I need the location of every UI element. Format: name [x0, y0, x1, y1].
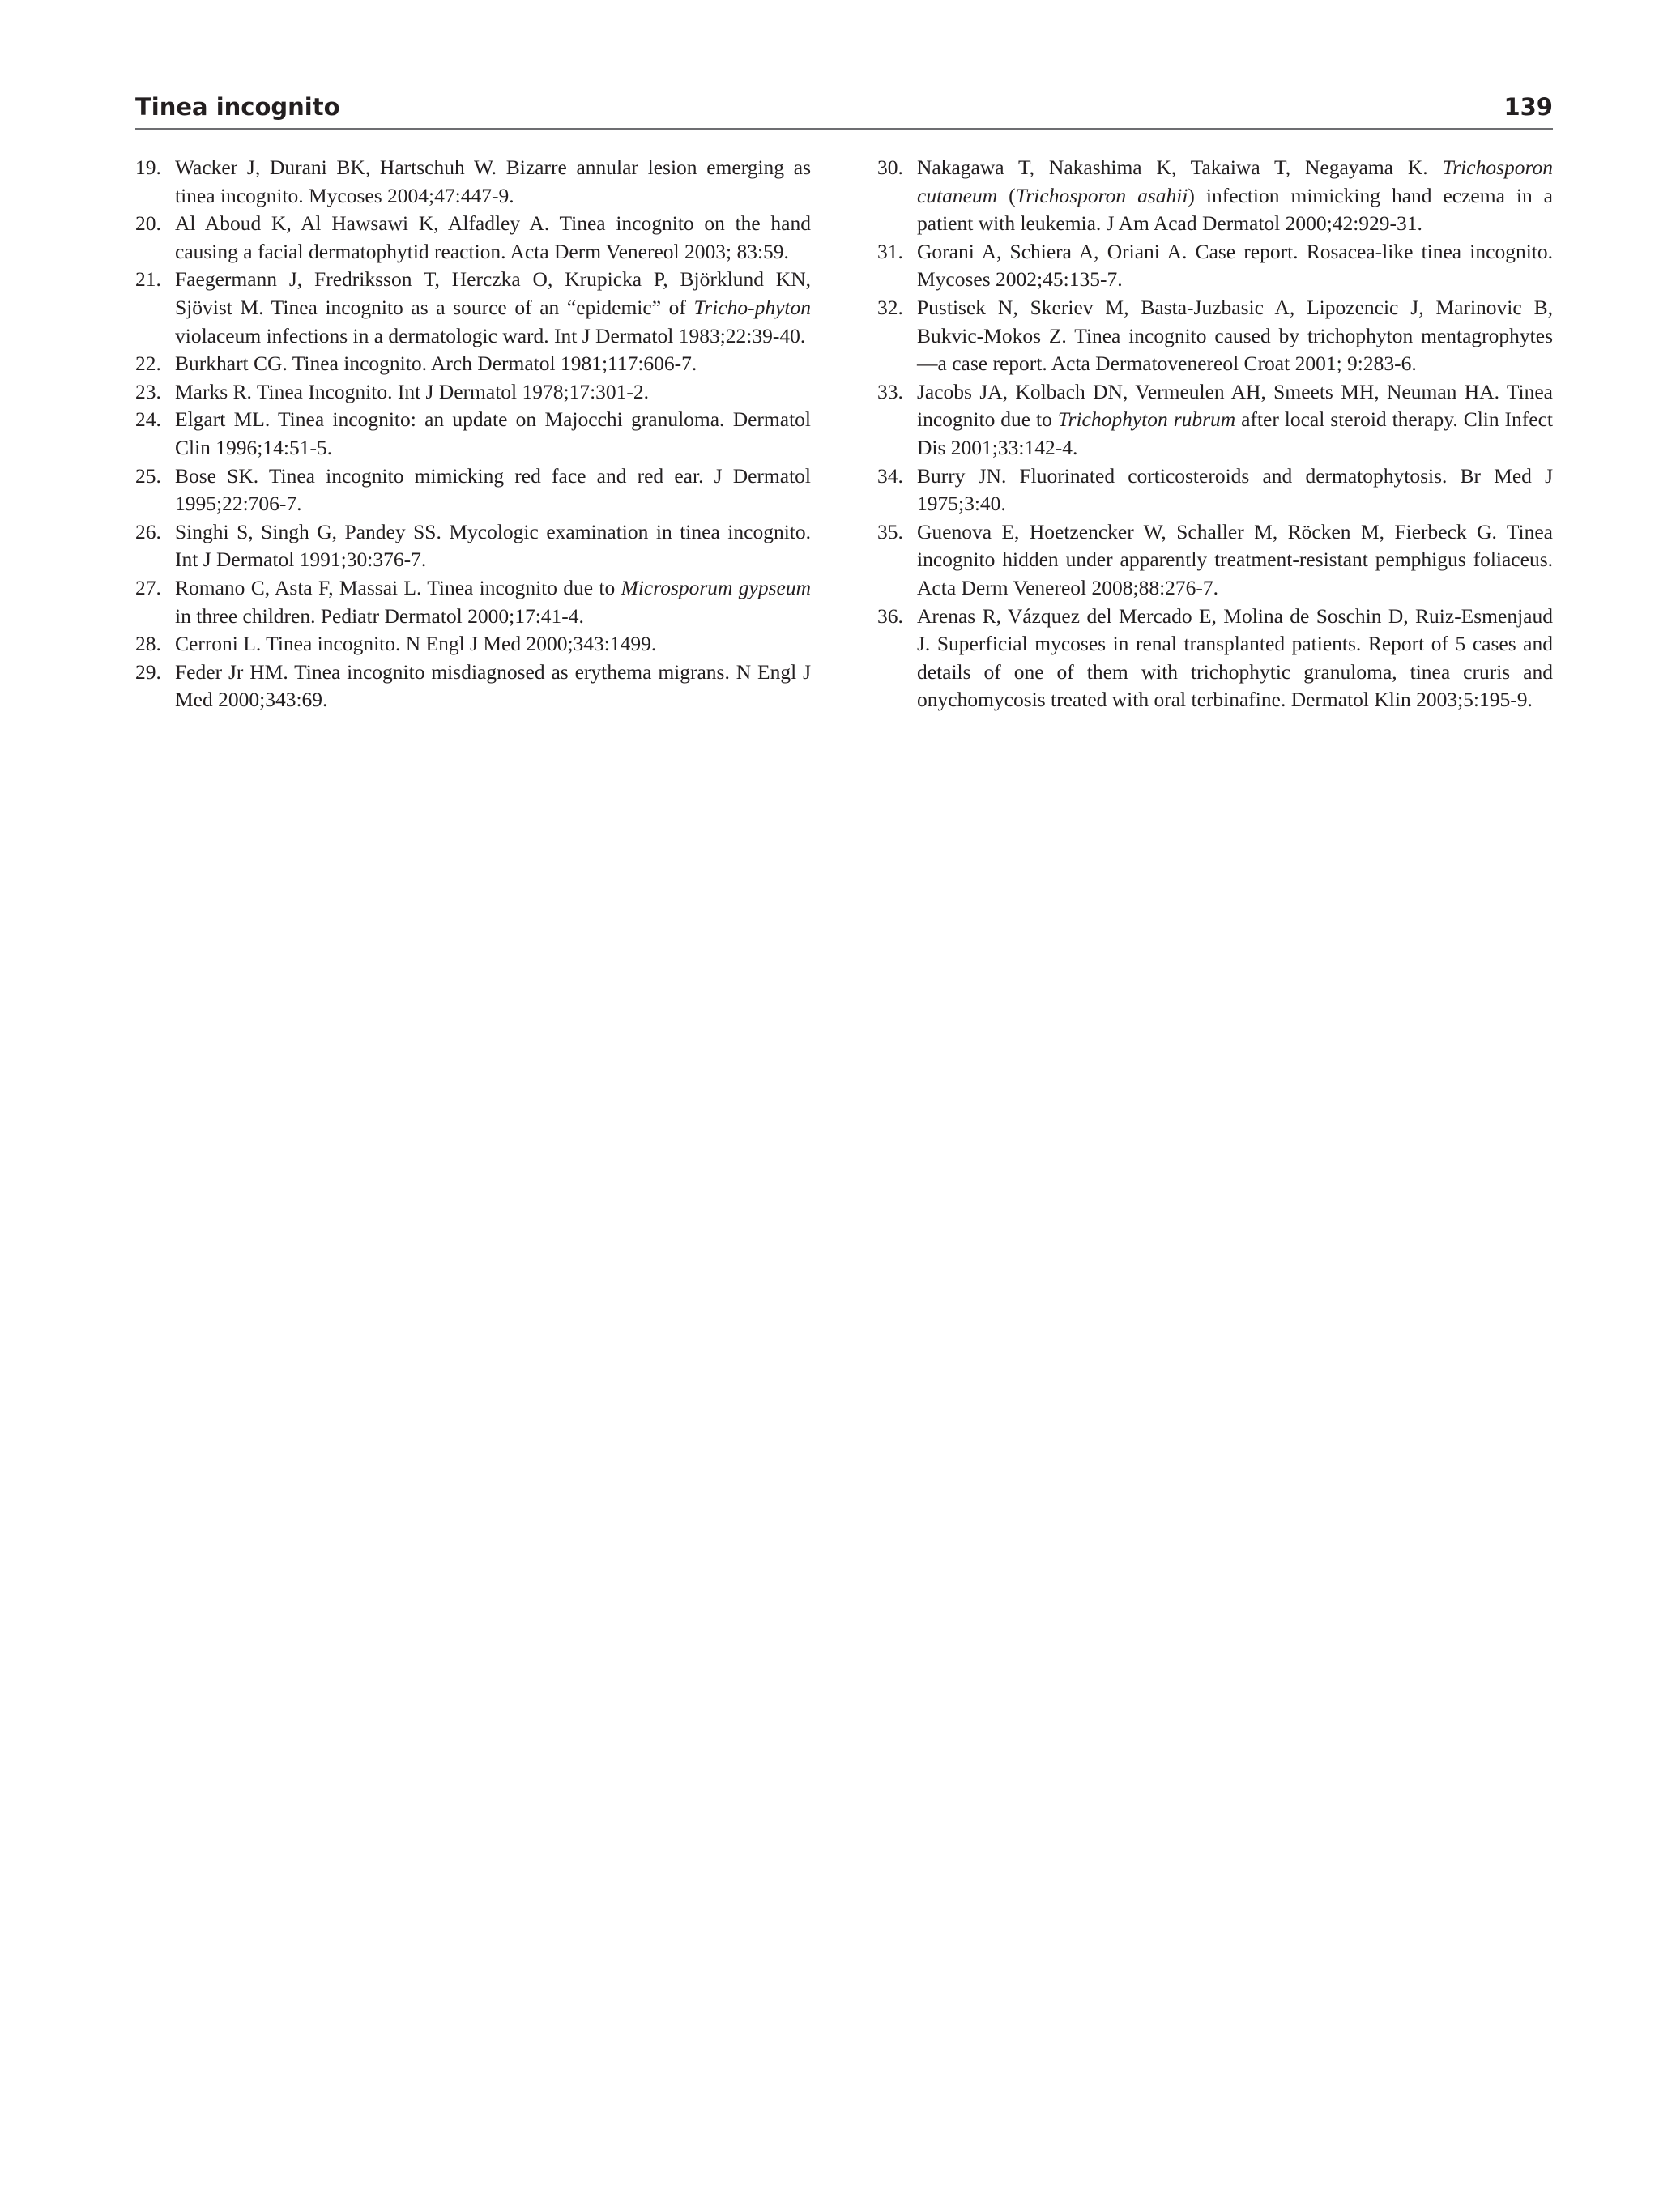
reference-text: [175, 630, 811, 658]
reference-text-segment: Nakagawa T, Nakashima K, Takaiwa T, Negayama K.: [917, 156, 1443, 179]
reference-text-segment: Burry JN. Fluorinated corticosteroids and dermatophytosis. Br Med J 1975;3:40.: [917, 463, 1553, 516]
reference-item: [135, 630, 811, 658]
reference-text: [917, 462, 1553, 518]
references-right-column: [877, 154, 1553, 714]
reference-item: [877, 238, 1553, 294]
reference-number: 19.: [135, 156, 161, 179]
reference-item: [877, 462, 1553, 518]
page-header: [135, 91, 1553, 130]
reference-number: 33.: [877, 379, 903, 403]
reference-italic-text: Tricho-phyton: [693, 295, 811, 319]
reference-text-segment: Bose SK. Tinea incognito mimicking red face and red ear. J Dermatol 1995;22:706-7.: [175, 463, 811, 516]
reference-number: 30.: [877, 156, 903, 179]
reference-text-segment: Burkhart CG. Tinea incognito. Arch Dermatol 1981;117:606-7.: [175, 352, 697, 376]
reference-text-segment: in three children. Pediatr Dermatol 2000;17:41-4.: [175, 603, 584, 628]
reference-text: [175, 378, 811, 407]
reference-text-segment: ) infection mimicking hand eczema in a patient with leukemia. J Am Acad Dermatol 2000;42:929-31.: [917, 183, 1553, 236]
reference-italic-text: Microsporum gypseum: [621, 575, 811, 599]
reference-item: [877, 154, 1553, 238]
references-left-column: [135, 154, 811, 714]
reference-text-segment: Marks R. Tinea Incognito. Int J Dermatol 1978;17:301-2.: [175, 379, 650, 403]
reference-item: [135, 462, 811, 518]
reference-text-segment: (: [997, 183, 1016, 207]
reference-item: [877, 294, 1553, 378]
reference-text: [175, 518, 811, 574]
reference-italic-text: Trichophyton rubrum: [1057, 407, 1236, 432]
page-number: 139: [1503, 93, 1553, 121]
reference-item: [135, 266, 811, 350]
reference-number: 21.: [135, 267, 161, 292]
reference-item: [877, 378, 1553, 462]
reference-number: 26.: [135, 519, 161, 543]
reference-item: [135, 574, 811, 630]
reference-text-segment: Wacker J, Durani BK, Hartschuh W. Bizarre annular lesion emerging as tinea incognito. Mycoses 2004;47:447-9.: [175, 156, 811, 207]
reference-text: [175, 406, 811, 462]
reference-italic-text: Trichosporon cutaneum: [917, 156, 1553, 207]
reference-text: [175, 350, 811, 378]
reference-number: 27.: [135, 575, 161, 599]
reference-item: [135, 378, 811, 407]
reference-number: 32.: [877, 295, 903, 319]
reference-text: [917, 603, 1553, 714]
reference-number: 36.: [877, 603, 903, 628]
reference-text: [175, 658, 811, 714]
reference-number: 24.: [135, 407, 161, 432]
reference-number: 28.: [135, 632, 161, 656]
reference-item: [135, 518, 811, 574]
reference-number: 35.: [877, 519, 903, 543]
reference-number: 31.: [877, 239, 903, 263]
reference-item: [135, 210, 811, 266]
reference-text-segment: Elgart ML. Tinea incognito: an update on Majocchi granuloma. Dermatol Clin 1996;14:51-5.: [175, 407, 811, 459]
reference-text: [917, 154, 1553, 238]
reference-text-segment: Cerroni L. Tinea incognito. N Engl J Med 2000;343:1499.: [175, 632, 657, 656]
reference-number: 34.: [877, 463, 903, 488]
reference-text-segment: Arenas R, Vázquez del Mercado E, Molina de Soschin D, Ruiz-Esmenjaud J. Superficial mycoses in renal transplanted patients. Report of 5 cases and details of one of them with trichophytic granuloma, tinea cruris and onychomycosis treated with oral terbinafine. Dermatol Klin 2003;5:195-9.: [917, 603, 1553, 712]
reference-text-segment: Pustisek N, Skeriev M, Basta-Juzbasic A, Lipozencic J, Marinovic B, Bukvic-Mokos Z. Tinea incognito caused by trichophyton mentagrophytes—a case report. Acta Dermatovenereol Croat 2001; 9:283-6.: [917, 295, 1553, 376]
reference-text-segment: Al Aboud K, Al Hawsawi K, Alfadley A. Tinea incognito on the hand causing a facial dermatophytid reaction. Acta Derm Venereol 2003; 83:59.: [175, 211, 811, 263]
reference-text: [175, 154, 811, 210]
reference-item: [877, 518, 1553, 603]
reference-text: [917, 294, 1553, 378]
reference-number: 25.: [135, 463, 161, 488]
reference-text: [175, 210, 811, 266]
reference-italic-text: Trichosporon asahii: [1015, 183, 1188, 207]
reference-text-segment: Singhi S, Singh G, Pandey SS. Mycologic examination in tinea incognito. Int J Dermatol 1991;30:376-7.: [175, 519, 811, 572]
reference-number: 22.: [135, 352, 161, 376]
reference-text-segment: Guenova E, Hoetzencker W, Schaller M, Röcken M, Fierbeck G. Tinea incognito hidden under apparently treatment-resistant pemphigus foliaceus. Acta Derm Venereol 2008;88:276-7.: [917, 519, 1553, 599]
reference-text-segment: Gorani A, Schiera A, Oriani A. Case report. Rosacea-like tinea incognito. Mycoses 2002;45:135-7.: [917, 239, 1553, 292]
reference-item: [135, 350, 811, 378]
reference-text: [917, 518, 1553, 603]
reference-text-segment: Jacobs JA, Kolbach DN, Vermeulen AH, Smeets MH, Neuman HA. Tinea incognito due to: [917, 379, 1553, 432]
reference-text: [917, 238, 1553, 294]
reference-text: [175, 462, 811, 518]
reference-text-segment: Feder Jr HM. Tinea incognito misdiagnosed as erythema migrans. N Engl J Med 2000;343:69.: [175, 659, 811, 712]
reference-number: 29.: [135, 659, 161, 684]
reference-text-segment: Romano C, Asta F, Massai L. Tinea incognito due to: [175, 575, 621, 599]
reference-text: [175, 574, 811, 630]
reference-item: [135, 154, 811, 210]
reference-number: 20.: [135, 211, 161, 236]
reference-text: [917, 378, 1553, 462]
reference-text: [175, 266, 811, 350]
reference-text-segment: violaceum infections in a dermatologic ward. Int J Dermatol 1983;22:39-40.: [175, 323, 806, 347]
reference-item: [135, 406, 811, 462]
reference-text-segment: after local steroid therapy. Clin Infect Dis 2001;33:142-4.: [917, 407, 1553, 459]
reference-item: [135, 658, 811, 714]
running-title: Tinea incognito: [135, 93, 340, 121]
reference-number: 23.: [135, 379, 161, 403]
reference-item: [877, 603, 1553, 714]
reference-text-segment: Faegermann J, Fredriksson T, Herczka O, Krupicka P, Björklund KN, Sjövist M. Tinea incognito as a source of an “epidemic” of: [175, 267, 811, 319]
